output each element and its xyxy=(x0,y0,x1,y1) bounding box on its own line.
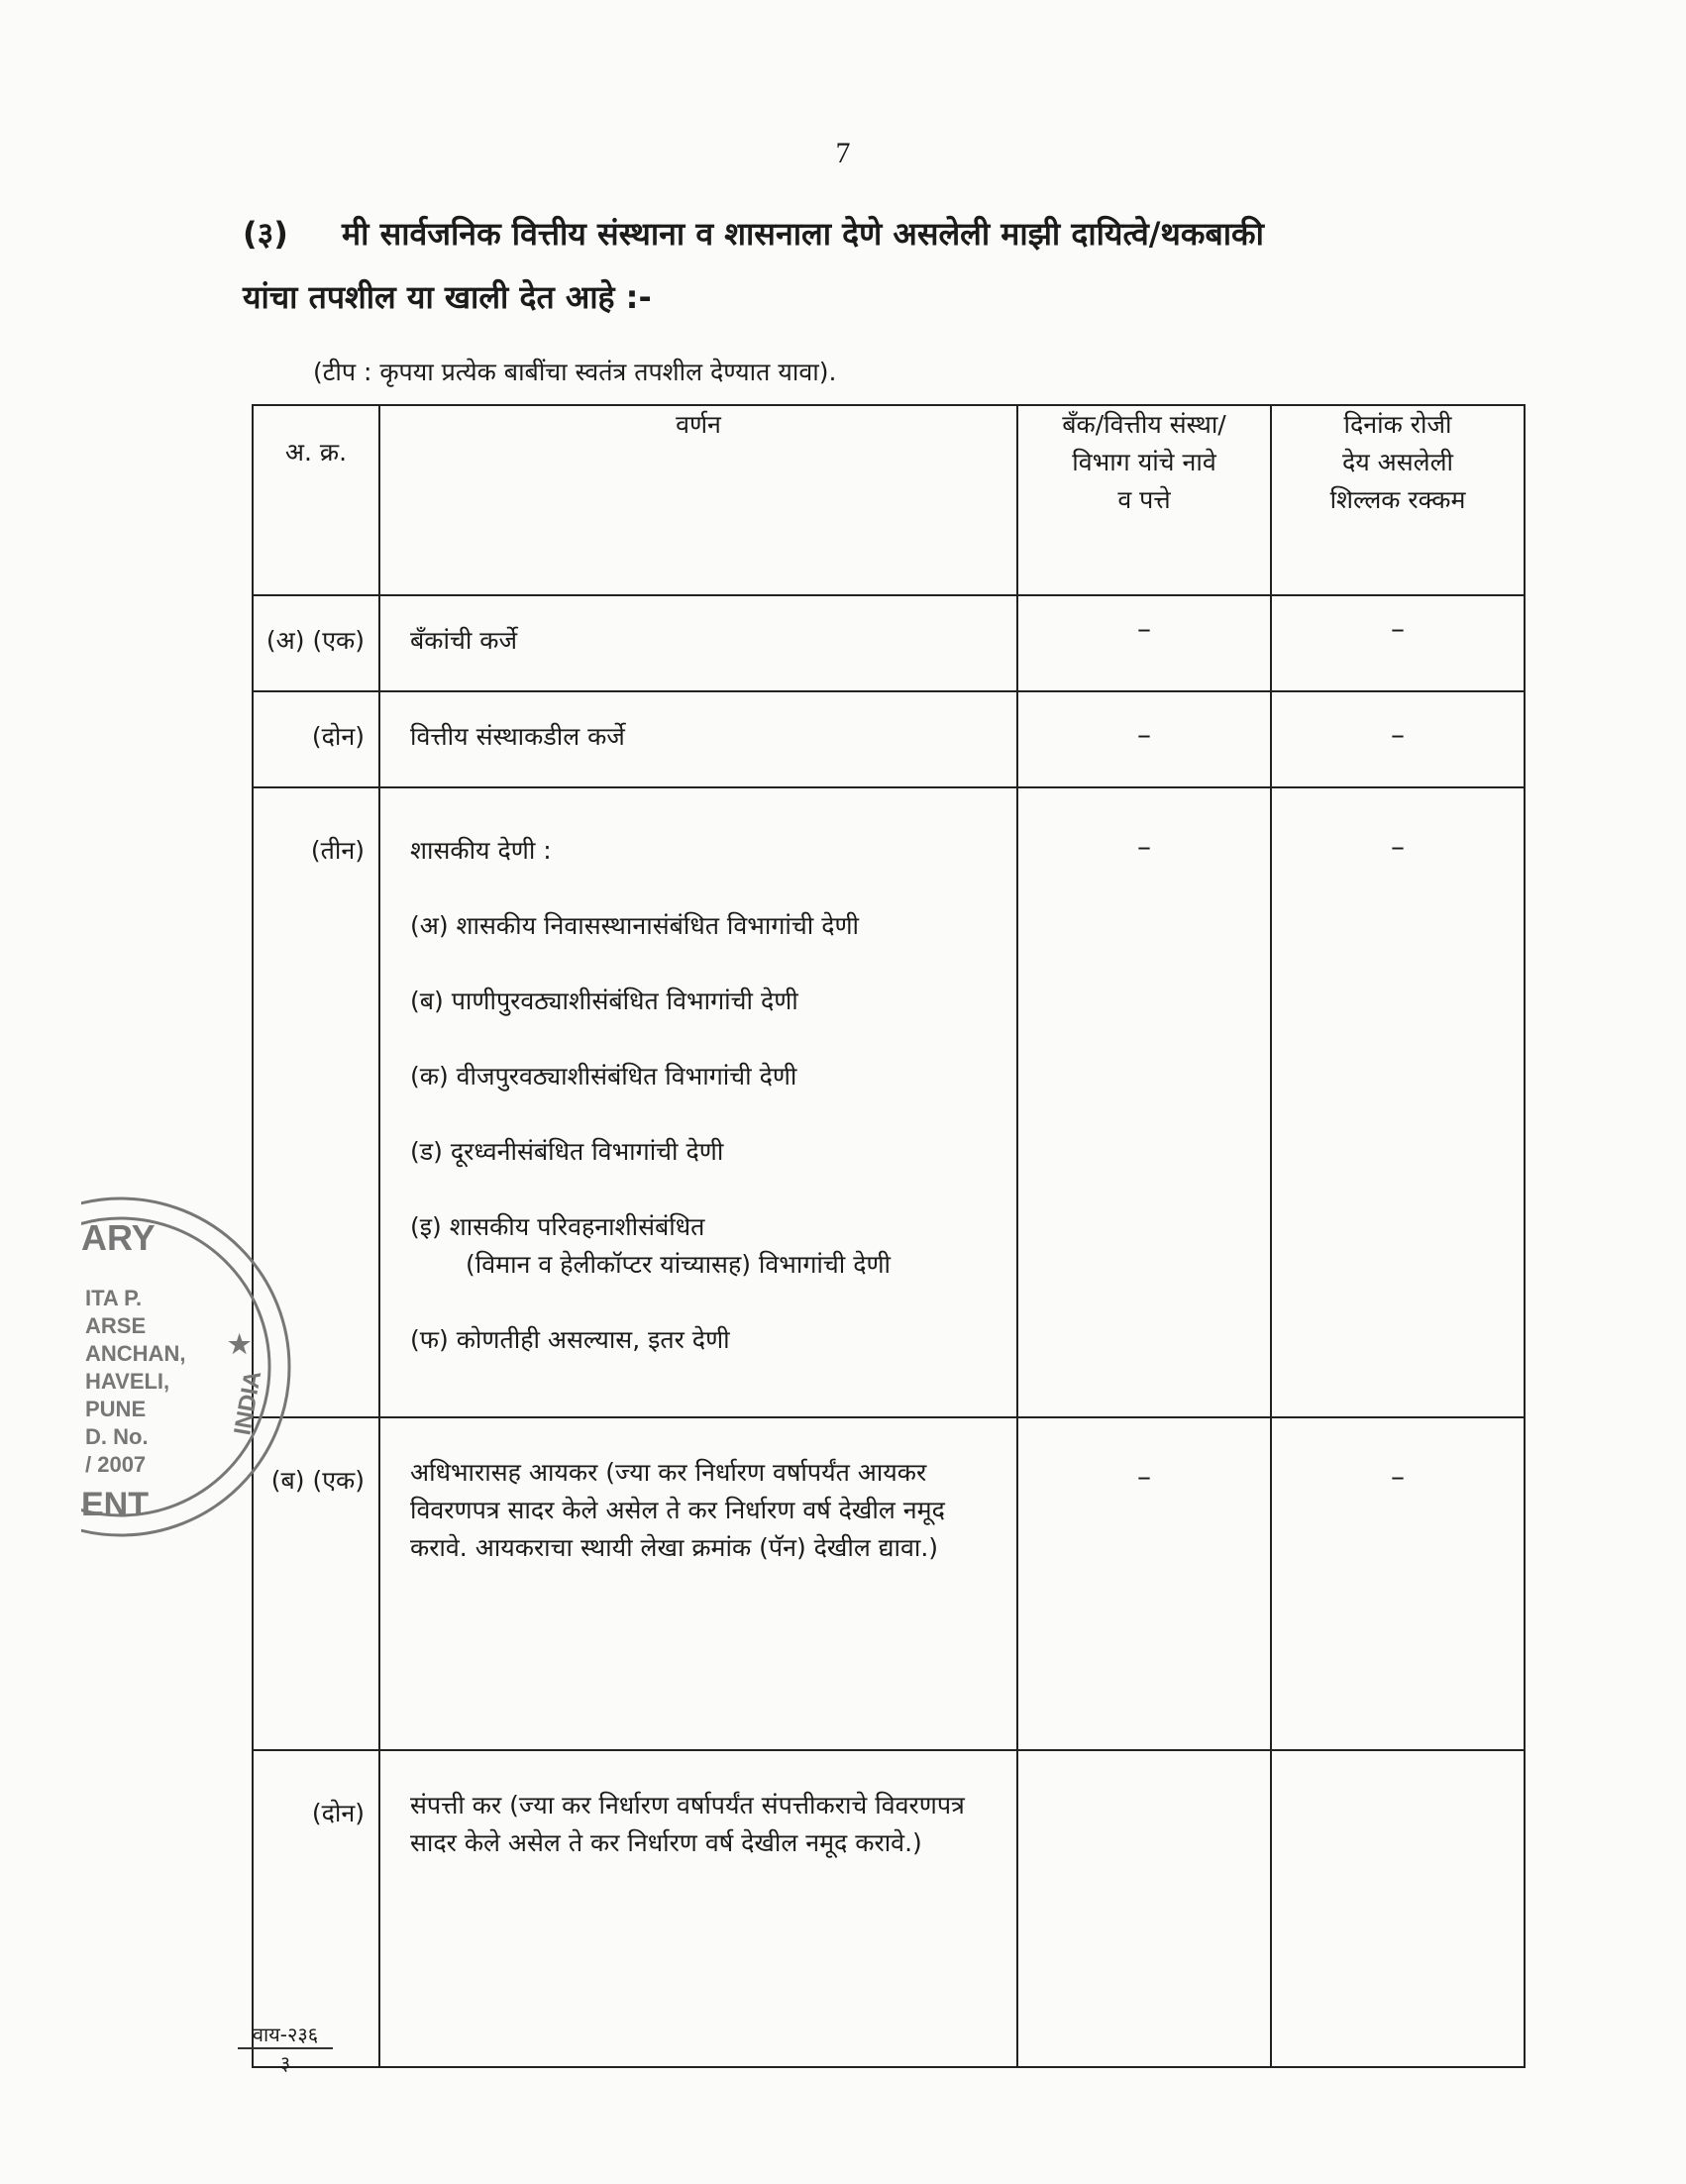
liabilities-table xyxy=(252,404,1526,2068)
stamp-text: ITA P. xyxy=(85,1286,143,1310)
heading-line-2: यांचा तपशील या खाली देत आहे :- xyxy=(243,278,652,316)
row-desc: बँकांची कर्जे xyxy=(379,595,1017,691)
header-amount: दिनांक रोजी देय असलेली शिल्लक रक्कम xyxy=(1271,405,1525,595)
subitem: (ड) दूरध्वनीसंबंधित विभागांची देणी xyxy=(410,1137,724,1166)
table-header-row xyxy=(253,405,1525,595)
footer-mark-bottom: ३ xyxy=(279,2051,291,2075)
footer-mark xyxy=(238,2021,333,2076)
row-amount: – xyxy=(1271,787,1525,1417)
header-bank: बँक/वित्तीय संस्था/ विभाग यांचे नावे व पत्ते xyxy=(1017,405,1271,595)
row-amount xyxy=(1271,1750,1525,2067)
row-amount: – xyxy=(1271,1417,1525,1750)
subitem: (अ) शासकीय निवासस्थानासंबंधित विभागांची देणी xyxy=(410,911,860,940)
row-amount: – xyxy=(1271,595,1525,691)
subitem-continuation: (विमान व हेलीकॉप्टर यांच्यासह) विभागांची देणी xyxy=(466,1250,892,1279)
subitem: (क) वीजपुरवठ्याशीसंबंधित विभागांची देणी xyxy=(410,1062,797,1091)
row-bank: – xyxy=(1017,787,1271,1417)
header-desc: वर्णन xyxy=(379,405,1017,595)
table-row xyxy=(253,595,1525,691)
row-bank: – xyxy=(1017,595,1271,691)
table-row xyxy=(253,787,1525,1417)
heading-number: (३) xyxy=(243,215,288,253)
table-row xyxy=(253,1417,1525,1750)
stamp-text: ANCHAN, xyxy=(85,1341,186,1366)
stamp-text: ENT xyxy=(81,1486,149,1523)
subitem: (फ) कोणतीही असल्यास, इतर देणी xyxy=(410,1325,730,1354)
row-sr: (तीन) xyxy=(253,787,379,1417)
row-sr: (अ) (एक) xyxy=(253,595,379,691)
stamp-text: HAVELI, xyxy=(85,1369,170,1394)
row-amount: – xyxy=(1271,691,1525,787)
row-desc: शासकीय देणी : (अ) शासकीय निवासस्थानासंबंधित विभागांची देणी (ब) पाणीपुरवठ्याशीसंबंधित विभागांची देणी (क) वीजपुरवठ्याशीसंबंधित विभागांची देणी (ड) दूरध्वनीसंबंधित विभागांची देणी (इ) शासकीय परिवहनाशीसंबंधित (विमान व हेलीकॉप्टर यांच्यासह) विभागांची देणी (फ) कोणतीही असल्यास, इतर देणी xyxy=(379,787,1017,1417)
row-bank: – xyxy=(1017,691,1271,787)
page-number: 7 xyxy=(835,137,851,169)
row-sr: (दोन) xyxy=(253,691,379,787)
subitem: (ब) पाणीपुरवठ्याशीसंबंधित विभागांची देणी xyxy=(410,987,798,1015)
row-sr: (दोन) xyxy=(253,1750,379,2067)
table-row xyxy=(253,1750,1525,2067)
row-bank xyxy=(1017,1750,1271,2067)
stamp-text: ARY xyxy=(81,1217,156,1258)
row-desc: संपत्ती कर (ज्या कर निर्धारण वर्षापर्यंत संपत्तीकराचे विवरणपत्र सादर केले असेल ते कर निर्धारण वर्ष देखील नमूद करावे.) xyxy=(379,1750,1017,2067)
stamp-star-icon: ★ xyxy=(228,1329,252,1359)
stamp-text: PUNE xyxy=(85,1397,147,1421)
footer-mark-top: वाय-२३६ xyxy=(238,2021,333,2049)
note-text: (टीप : कृपया प्रत्येक बाबींचा स्वतंत्र तपशील देण्यात यावा). xyxy=(313,358,837,386)
stamp-text: D. No. xyxy=(85,1424,149,1449)
subitem: (इ) शासकीय परिवहनाशीसंबंधित xyxy=(410,1212,705,1241)
row-desc: अधिभारासह आयकर (ज्या कर निर्धारण वर्षापर्यंत आयकर विवरणपत्र सादर केले असेल ते कर निर्धारण वर्ष देखील नमूद करावे. आयकराचा स्थायी लेखा क्रमांक (पॅन) देखील द्यावा.) xyxy=(379,1417,1017,1750)
heading-line-1: (३) मी सार्वजनिक वित्तीय संस्थाना व शासनाला देणे असलेली माझी दायित्वे/थकबाकी xyxy=(243,202,1530,265)
table-row xyxy=(253,691,1525,787)
row-bank: – xyxy=(1017,1417,1271,1750)
row-sr: (ब) (एक) xyxy=(253,1417,379,1750)
header-sr: अ. क्र. xyxy=(253,405,379,595)
notary-stamp-seal xyxy=(81,1189,299,1545)
stamp-text: INDIA xyxy=(229,1369,267,1438)
stamp-text: ARSE xyxy=(85,1313,147,1338)
row-desc: वित्तीय संस्थाकडील कर्जे xyxy=(379,691,1017,787)
stamp-text: / 2007 xyxy=(85,1452,147,1477)
section-heading xyxy=(243,202,1530,329)
